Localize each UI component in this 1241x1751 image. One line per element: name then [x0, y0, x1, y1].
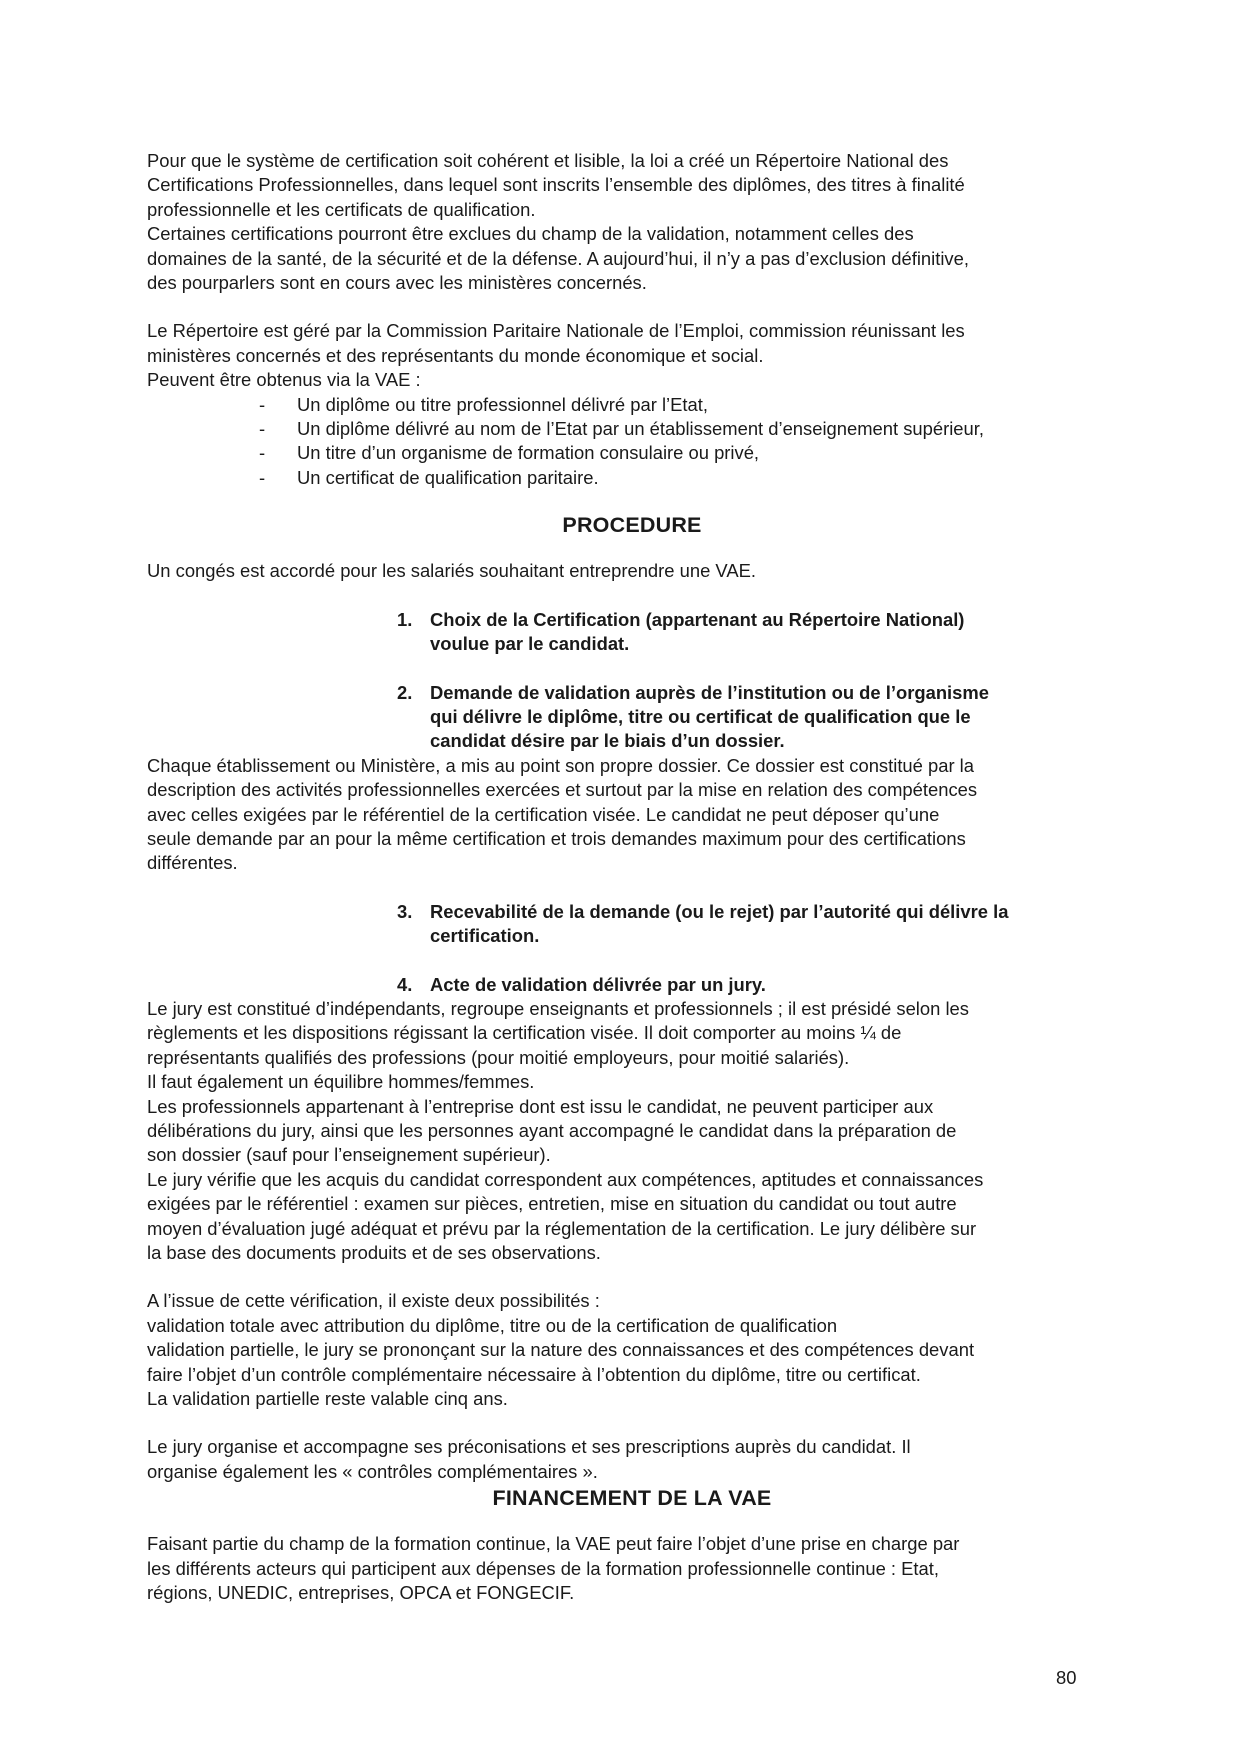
text-line: régions, UNEDIC, entreprises, OPCA et FONGECIF. [147, 1582, 575, 1604]
spacer [147, 657, 1097, 681]
text-line: avec celles exigées par le référentiel de la certification visée. Le candidat ne peut déposer qu’une [147, 803, 940, 825]
text-line: Le jury organise et accompagne ses préconisations et ses prescriptions auprès du candidat. Il [147, 1436, 911, 1458]
dossier-paragraph [147, 754, 1097, 876]
list-item [259, 393, 1097, 417]
certification-list [147, 393, 1097, 491]
intro-paragraph-2 [147, 222, 1097, 295]
spacer [147, 295, 1097, 319]
financement-heading: FINANCEMENT DE LA VAE [492, 1486, 772, 1511]
list-intro: Peuvent être obtenus via la VAE : [147, 369, 421, 391]
list-item [259, 466, 1097, 490]
spacer [147, 539, 1097, 559]
followup-paragraph [147, 1435, 1097, 1484]
step-number: 4. [397, 973, 413, 995]
bullet-dash: - [259, 393, 266, 415]
text-line: exigées par le référentiel : examen sur pièces, entretien, mise en situation du candidat ou tout autre [147, 1193, 957, 1215]
text-line: des pourparlers sont en cours avec les ministères concernés. [147, 272, 647, 294]
text-line: Il faut également un équilibre hommes/femmes. [147, 1071, 535, 1093]
procedure-step-3 [147, 900, 1097, 949]
text-line: ministères concernés et des représentants du monde économique et social. [147, 344, 764, 366]
text-line: Les professionnels appartenant à l’entreprise dont est issu le candidat, ne peuvent participer aux [147, 1095, 934, 1117]
step-text: certification. [430, 925, 540, 947]
list-item-text: Un diplôme délivré au nom de l’Etat par un établissement d’enseignement supérieur, [297, 418, 984, 440]
bullet-dash: - [259, 442, 266, 464]
text-line: La validation partielle reste valable cinq ans. [147, 1388, 508, 1410]
procedure-heading: PROCEDURE [562, 513, 702, 538]
step-text: voulue par le candidat. [430, 633, 630, 655]
spacer [147, 949, 1097, 973]
text-line: règlements et les dispositions régissant la certification visée. Il doit comporter au moins ¼ de [147, 1022, 902, 1044]
text-line: A l’issue de cette vérification, il existe deux possibilités : [147, 1290, 600, 1312]
financement-paragraph [147, 1532, 1097, 1605]
spacer [147, 1512, 1097, 1532]
jury-paragraph [147, 997, 1097, 1265]
text-line: la base des documents produits et de ses observations. [147, 1242, 601, 1264]
step-text: Choix de la Certification (appartenant au Répertoire National) [430, 608, 965, 630]
text-line: domaines de la santé, de la sécurité et de la défense. A aujourd’hui, il n’y a pas d’exclusion définitive, [147, 247, 969, 269]
text-line: Certaines certifications pourront être exclues du champ de la validation, notamment celles des [147, 223, 914, 245]
procedure-step-1 [147, 608, 1097, 657]
spacer [147, 490, 1097, 511]
step-number: 1. [397, 608, 413, 630]
text-line: délibérations du jury, ainsi que les personnes ayant accompagné le candidat dans la préparation de [147, 1120, 957, 1141]
text-line: seule demande par an pour la même certification et trois demandes maximum pour des certifications [147, 827, 966, 849]
list-item-text: Un diplôme ou titre professionnel délivré par l’Etat, [297, 393, 708, 415]
step-text: qui délivre le diplôme, titre ou certificat de qualification que le [430, 705, 971, 727]
text-line: son dossier (sauf pour l’enseignement supérieur). [147, 1144, 551, 1166]
text-line: professionnelle et les certificats de qualification. [147, 198, 536, 220]
text-line: Le jury est constitué d’indépendants, regroupe enseignants et professionnels ; il est présidé selon les [147, 997, 969, 1019]
procedure-step-4 [147, 973, 1097, 997]
text-line: moyen d’évaluation jugé adéquat et prévu par la réglementation de la certification. Le jury délibère sur [147, 1217, 977, 1239]
procedure-step-2 [147, 681, 1097, 754]
intro-paragraph-3 [147, 319, 1097, 392]
step-number: 2. [397, 681, 413, 703]
text-line: description des activités professionnelles exercées et surtout par la mise en relation des compétences [147, 779, 978, 801]
step-text: Demande de validation auprès de l’institution ou de l’organisme [430, 681, 989, 703]
page-content [147, 149, 1097, 1606]
bullet-dash: - [259, 418, 266, 440]
spacer [147, 876, 1097, 900]
text-line: Le Répertoire est géré par la Commission Paritaire Nationale de l’Emploi, commission réunissant les [147, 320, 965, 342]
text-line: Faisant partie du champ de la formation continue, la VAE peut faire l’objet d’une prise en charge par [147, 1533, 960, 1555]
text-line: validation totale avec attribution du diplôme, titre ou de la certification de qualification [147, 1314, 838, 1336]
spacer [147, 584, 1097, 608]
text-line: faire l’objet d’un contrôle complémentaire nécessaire à l’obtention du diplôme, titre ou certificat. [147, 1363, 921, 1385]
step-text: candidat désire par le biais d’un dossier. [430, 730, 785, 752]
text-line: les différents acteurs qui participent aux dépenses de la formation professionnelle continue : Etat, [147, 1557, 939, 1579]
step-number: 3. [397, 900, 413, 922]
text-line: Pour que le système de certification soit cohérent et lisible, la loi a créé un Répertoire National des [147, 150, 949, 171]
text-line: Chaque établissement ou Ministère, a mis au point son propre dossier. Ce dossier est constitué par la [147, 754, 974, 776]
text-line: organise également les « contrôles complémentaires ». [147, 1460, 598, 1482]
step-text: Recevabilité de la demande (ou le rejet) par l’autorité qui délivre la [430, 900, 1009, 922]
page-number: 80 [1056, 1667, 1077, 1688]
text-line: Le jury vérifie que les acquis du candidat correspondent aux compétences, aptitudes et connaissances [147, 1168, 984, 1190]
list-item-text: Un certificat de qualification paritaire. [297, 466, 599, 488]
outcome-paragraph [147, 1289, 1097, 1411]
intro-paragraph-1 [147, 149, 1097, 222]
spacer [147, 1411, 1097, 1435]
spacer [147, 1265, 1097, 1289]
text-line: Certifications Professionnelles, dans lequel sont inscrits l’ensemble des diplômes, des titres à finalité [147, 174, 965, 196]
bullet-dash: - [259, 466, 266, 488]
text-line: validation partielle, le jury se prononçant sur la nature des connaissances et des compétences devant [147, 1339, 975, 1361]
list-item [259, 441, 1097, 465]
text-line: différentes. [147, 852, 238, 874]
list-item [259, 417, 1097, 441]
procedure-intro: Un congés est accordé pour les salariés souhaitant entreprendre une VAE. [147, 560, 756, 582]
text-line: représentants qualifiés des professions (pour moitié employeurs, pour moitié salariés). [147, 1046, 850, 1068]
step-text: Acte de validation délivrée par un jury. [430, 973, 766, 995]
list-item-text: Un titre d’un organisme de formation consulaire ou privé, [297, 442, 760, 464]
